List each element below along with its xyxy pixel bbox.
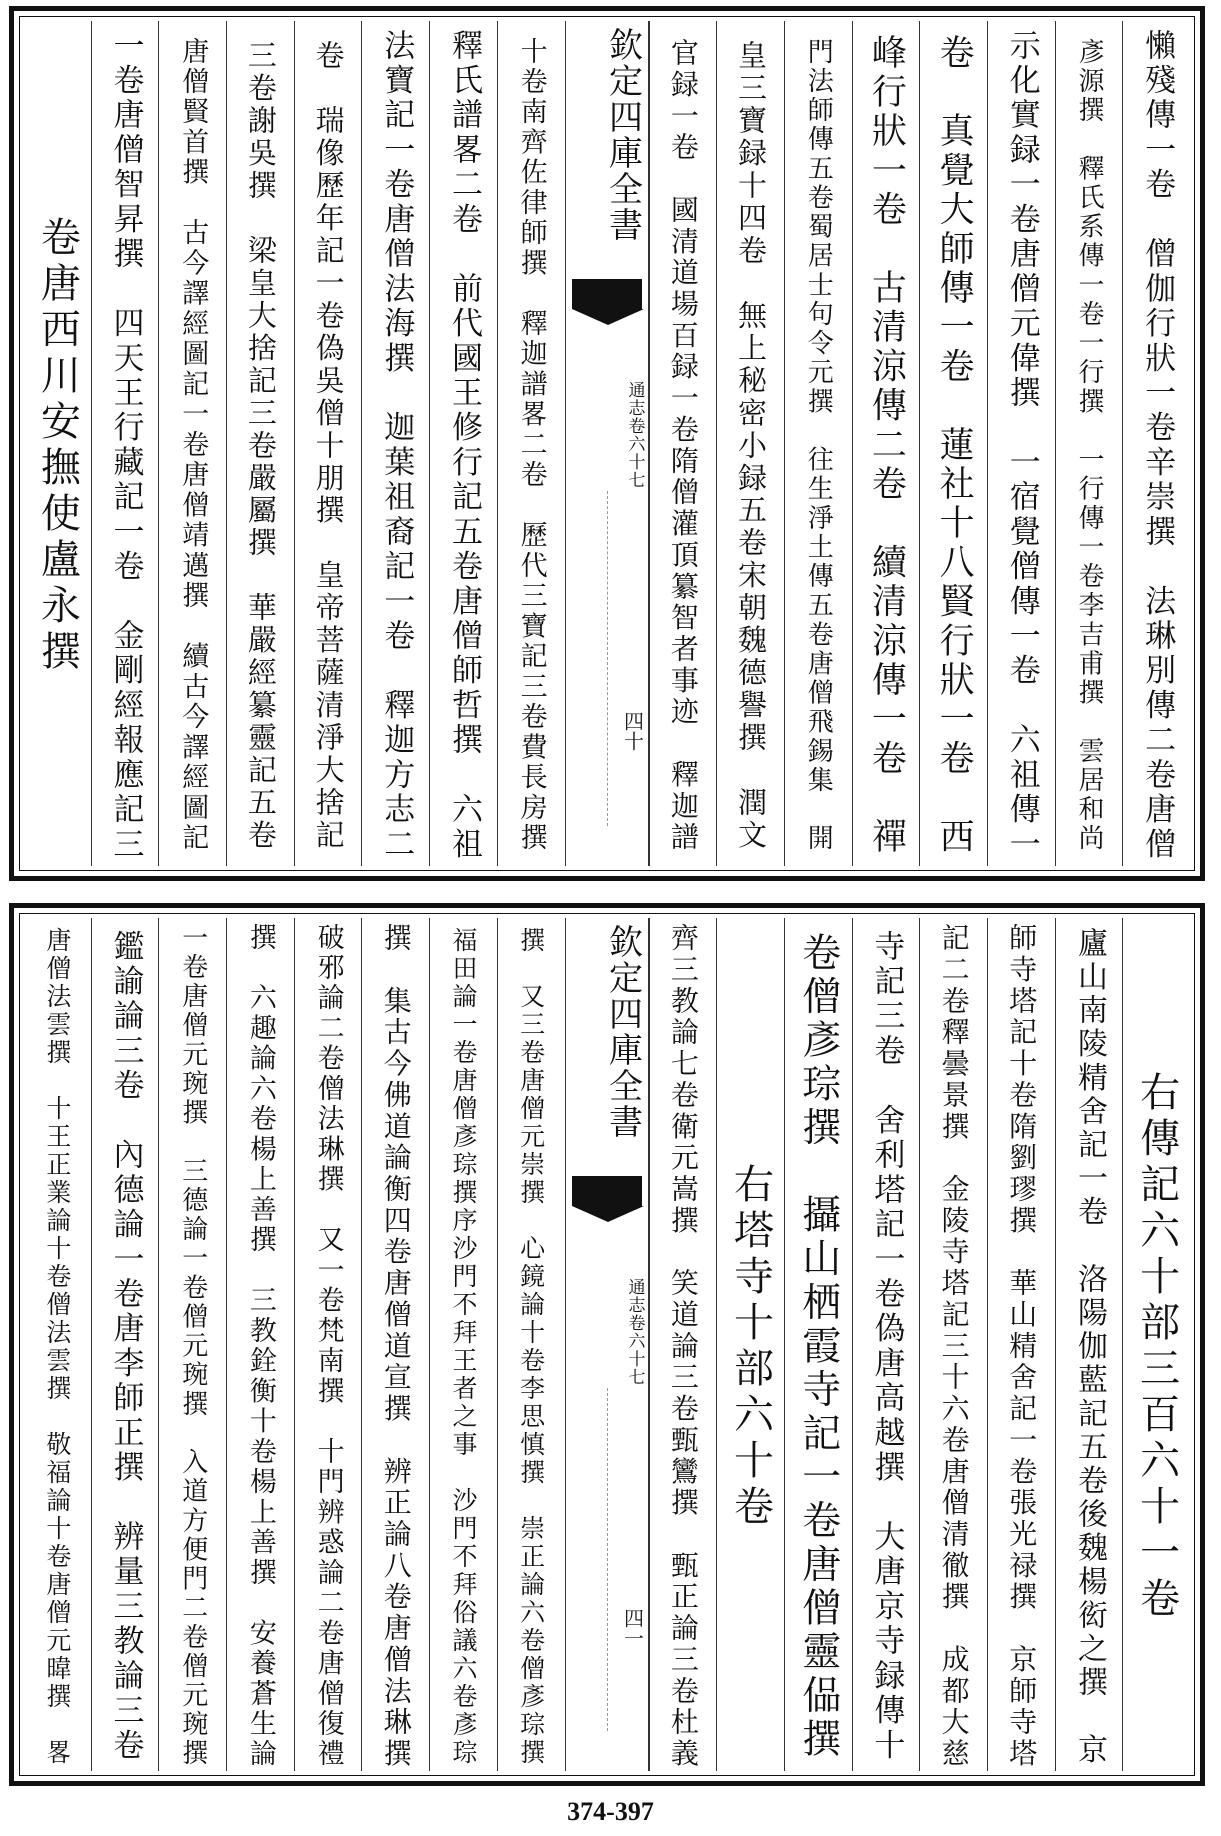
text-column: 撰 六趣論六卷楊上善撰 三教銓衡十卷楊上善撰 安養蒼生論	[226, 918, 294, 1771]
text-column: 三卷謝吳撰 梁皇大捨記三卷嚴屬撰 華嚴經纂靈記五卷	[226, 21, 294, 866]
text-column: 釋氏譜畧二卷 前代國王修行記五卷唐僧師哲撰 六祖	[429, 21, 497, 866]
text-column: 皇三寶録十四卷 無上秘密小録五卷宋朝魏德譽撰 潤文	[716, 21, 784, 866]
bottom-columns	[24, 918, 1190, 1771]
text-column: 右傳記六十部三百六十一卷	[1122, 918, 1190, 1771]
book-title: 欽定四庫全書	[602, 924, 643, 1140]
text-column: 官録一卷 國清道場百録一卷隋僧灌頂纂智者事迹 釋迦譜	[649, 21, 717, 866]
text-column: 唐僧賢首撰 古今譯經圖記一卷唐僧靖邁撰 續古今譯經圖記	[158, 21, 226, 866]
text-column: 卷唐西川安撫使盧永撰	[34, 215, 81, 676]
text-column: 齊三教論七卷衛元嵩撰 笑道論三卷甄鸞撰 甄正論三卷杜義	[649, 918, 717, 1771]
text-column: 卷 真覺大師傳一卷 蓮社十八賢行狀一卷 西	[919, 21, 987, 866]
center-gutter	[565, 918, 649, 1771]
text-column: 彥源撰 釋氏系傳一卷一行撰 一行傳一卷李吉甫撰 雲居和尚	[1055, 21, 1123, 866]
text-column: 破邪論二卷僧法琳撰 又一卷梵南撰 十門辨惑論二卷唐僧復禮	[294, 918, 362, 1771]
text-column: 一卷唐僧智昇撰 四天王行藏記一卷 金剛經報應記三	[91, 21, 159, 866]
text-column: 廬山南陵精舍記一卷 洛陽伽藍記五卷後魏楊衒之撰 京	[1055, 918, 1123, 1771]
divider	[607, 1388, 608, 1731]
text-column: 峰行狀一卷 古清涼傳二卷 續清涼傳一卷 禪	[852, 21, 920, 866]
text-column: 撰 集古今佛道論衡四卷唐僧道宣撰 辨正論八卷唐僧法琳撰	[361, 918, 429, 1771]
text-column: 撰 又三卷唐僧元崇撰 心鏡論十卷李思慎撰 崇正論六卷僧彥琮撰	[497, 918, 565, 1771]
text-column: 師寺塔記十卷隋劉璆撰 華山精舍記一卷張光禄撰 京師寺塔	[987, 918, 1055, 1771]
text-column: 福田論一卷唐僧彥琮撰序沙門不拜王者之事 沙門不拜俗議六卷彥琮	[429, 918, 497, 1771]
book-title: 欽定四庫全書	[602, 27, 643, 243]
text-column: 鑑諭論三卷 內德論一卷唐李師正撰 辨量三教論三卷	[91, 918, 159, 1771]
divider	[607, 491, 608, 826]
fish-tail-icon	[572, 279, 642, 309]
page-code: 374-397	[567, 1797, 654, 1826]
text-column: 法寶記一卷唐僧法海撰 迦葉祖裔記一卷 釋迦方志二	[361, 21, 429, 866]
section-label: 通志卷六十七	[624, 381, 645, 489]
text-column: 右塔寺十部六十卷	[716, 918, 784, 1771]
page-number: 四一	[620, 1608, 645, 1648]
text-column: 寺記三卷 舍利塔記一卷偽唐高越撰 大唐京寺録傳十	[852, 918, 920, 1771]
page-number: 四十	[620, 711, 645, 751]
top-columns	[24, 21, 1190, 866]
bottom-leaf	[9, 903, 1205, 1786]
text-column: 唐僧法雲撰 十王正業論十卷僧法雲撰 敬福論十卷唐僧元暐撰 畧	[42, 926, 72, 1767]
text-column: 卷僧彥琮撰 攝山栖霞寺記一卷唐僧靈偘撰	[784, 918, 852, 1771]
text-column: 十卷南齊佐律師撰 釋迦譜畧二卷 歷代三寶記三卷費長房撰	[497, 21, 565, 866]
top-leaf	[9, 6, 1205, 881]
text-column: 記二卷釋曇景撰 金陵寺塔記三十六卷唐僧清徹撰 成都大慈	[919, 918, 987, 1771]
text-column: 一卷唐僧元琬撰 三德論一卷僧元琬撰 入道方便門二卷僧元琬撰	[158, 918, 226, 1771]
text-column: 示化實録一卷唐僧元偉撰 一宿覺僧傳一卷 六祖傳一	[987, 21, 1055, 866]
text-column: 卷 瑞像歷年記一卷偽吳僧十朋撰 皇帝菩薩清淨大捨記	[294, 21, 362, 866]
text-column: 門法師傳五卷蜀居士句令元撰 往生淨土傳五卷唐僧飛錫集 開	[784, 21, 852, 866]
text-column: 懶殘傳一卷 僧伽行狀一卷辛崇撰 法琳別傳二卷唐僧	[1122, 21, 1190, 866]
center-gutter	[565, 21, 649, 866]
fish-tail-icon	[572, 1176, 642, 1206]
section-label: 通志卷六十七	[624, 1278, 645, 1386]
